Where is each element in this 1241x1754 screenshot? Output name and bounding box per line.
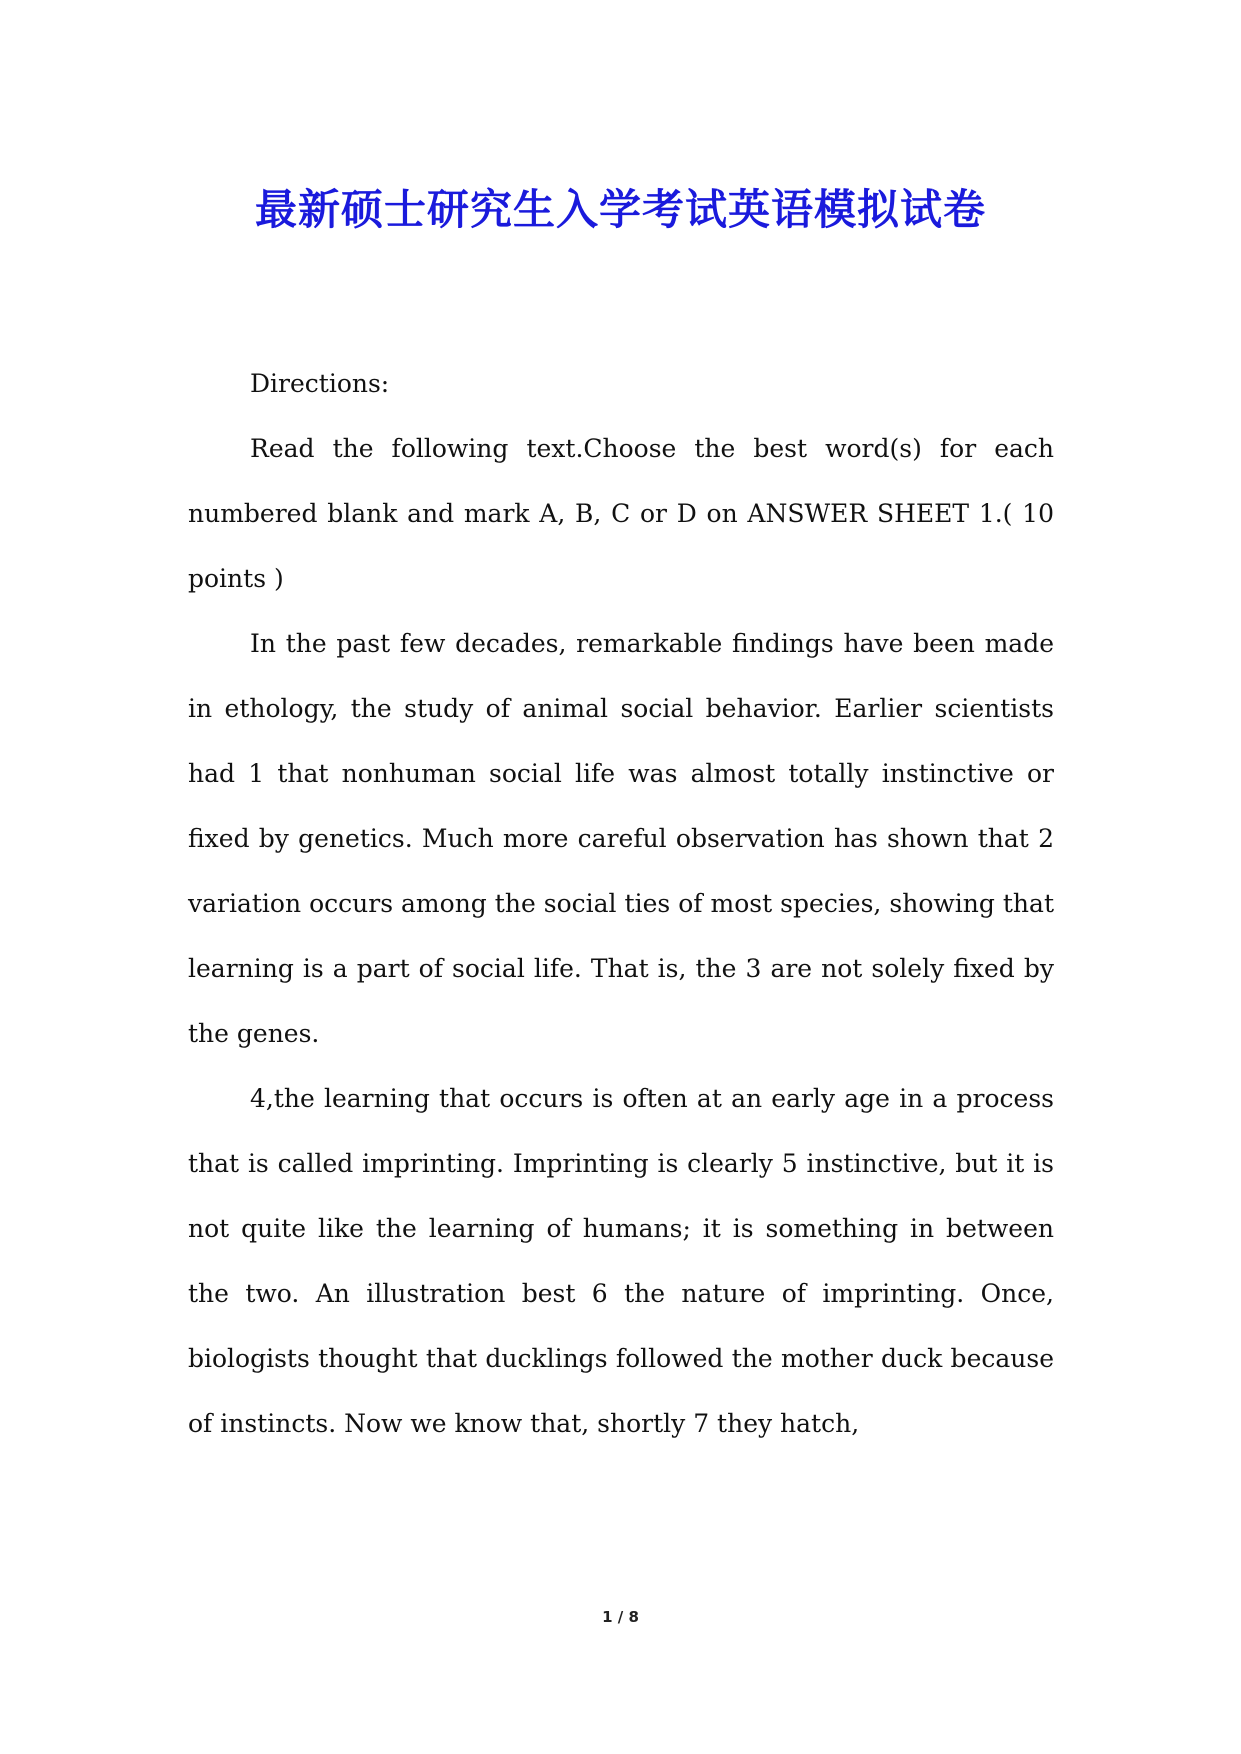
document-body: [188, 351, 1054, 1456]
passage-paragraph-1: In the past few decades, remarkable findings have been made in ethology, the study of animal social behavior. Earlier scientists had 1 that nonhuman social life was almost totally instinctive or fixed by genetics. Much more careful observation has shown that 2 variation occurs among the social ties of most species, showing that learning is a part of social life. That is, the 3 are not solely fixed by the genes.: [188, 629, 1054, 1048]
passage-paragraph-2: 4,the learning that occurs is often at an early age in a process that is called imprinting. Imprinting is clearly 5 instinctive, but it is not quite like the learning of humans; it is something in between the two. An illustration best 6 the nature of imprinting. Once, biologists thought that ducklings followed the mother duck because of instincts. Now we know that, shortly 7 they hatch,: [188, 1084, 1054, 1438]
directions-heading: Directions:: [250, 369, 390, 398]
directions-paragraph: Read the following text.Choose the best word(s) for each numbered blank and mark A, B, C or D on ANSWER SHEET 1.( 10 points ): [188, 434, 1054, 593]
page-title: 最新硕士研究生入学考试英语模拟试卷: [254, 185, 986, 235]
page-number: 1 / 8: [602, 1608, 639, 1626]
